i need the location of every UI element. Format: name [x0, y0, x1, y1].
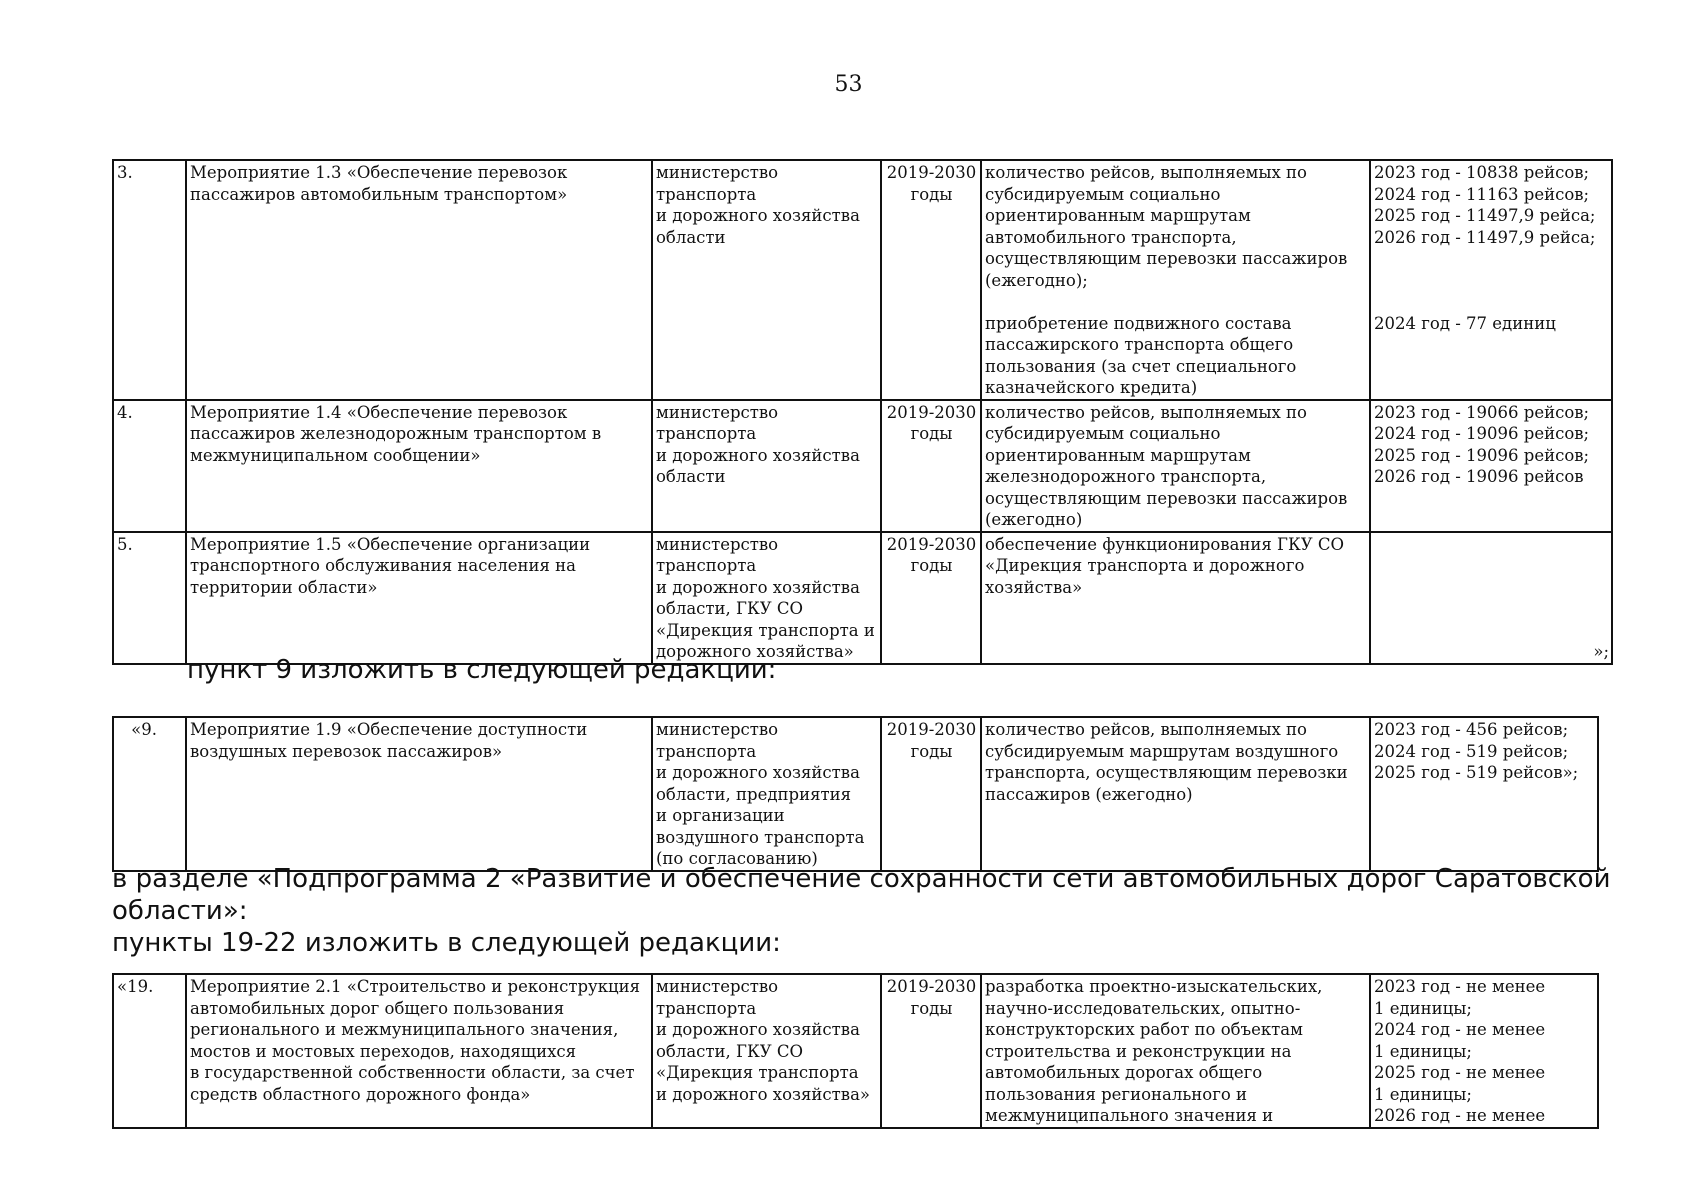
page-number: 53: [834, 72, 863, 97]
target-values: 2023 год - не менее 1 единицы; 2024 год - не менее 1 единицы; 2025 год - не менее 1 единицы; 2026 год - не менее: [1370, 974, 1598, 1128]
row-number: «9.: [113, 717, 186, 871]
target-values: [1370, 532, 1612, 664]
indicator: количество рейсов, выполняемых по субсидируемым маршрутам воздушного транспорта, осуществляющим перевозки пассажиров (ежегодно): [981, 717, 1370, 871]
program-table-3: [112, 973, 1599, 1129]
program-table-2: [112, 716, 1599, 872]
row-number: «19.: [113, 974, 186, 1128]
section-note-2: в разделе «Подпрограмма 2 «Развитие и обеспечение сохранности сети автомобильных дорог Саратовской области»: пункты 19-22 изложить в следующей редакции:: [112, 864, 1611, 958]
table-row: [113, 974, 1598, 1128]
row-number: 4.: [113, 400, 186, 532]
period: 2019-2030 годы: [881, 400, 981, 532]
closing-quote: »;: [1593, 642, 1609, 661]
indicator: количество рейсов, выполняемых по субсидируемым социально ориентированным маршрутам автомобильного транспорта, осуществляющим перевозки пассажиров (ежегодно); приобретение подвижного состава пассажирского транспорта общего пользования (за счет специального казначейского кредита): [981, 160, 1370, 400]
period: 2019-2030 годы: [881, 160, 981, 400]
event-name: Мероприятие 1.4 «Обеспечение перевозок пассажиров железнодорожным транспортом в межмуниципальном сообщении»: [186, 400, 652, 532]
period: 2019-2030 годы: [881, 717, 981, 871]
executor: министерство транспорта и дорожного хозяйства области: [652, 400, 881, 532]
period: 2019-2030 годы: [881, 974, 981, 1128]
period: 2019-2030 годы: [881, 532, 981, 664]
event-name: Мероприятие 1.9 «Обеспечение доступности воздушных перевозок пассажиров»: [186, 717, 652, 871]
section-note-1: пункт 9 изложить в следующей редакции:: [187, 655, 777, 685]
executor: министерство транспорта и дорожного хозяйства области, ГКУ СО «Дирекция транспорта и дорожного хозяйства»: [652, 532, 881, 664]
event-name: Мероприятие 2.1 «Строительство и реконструкция автомобильных дорог общего пользования регионального и межмуниципального значения, мостов и мостовых переходов, находящихся в государственной собственности области, за счет средств областного дорожного фонда»: [186, 974, 652, 1128]
executor: министерство транспорта и дорожного хозяйства области, предприятия и организации воздушного транспорта (по согласованию): [652, 717, 881, 871]
table-row: [113, 717, 1598, 871]
table-row: [113, 400, 1612, 532]
executor: министерство транспорта и дорожного хозяйства области: [652, 160, 881, 400]
target-values: 2023 год - 10838 рейсов; 2024 год - 11163 рейсов; 2025 год - 11497,9 рейса; 2026 год - 11497,9 рейса; 2024 год - 77 единиц: [1370, 160, 1612, 400]
target-values: 2023 год - 19066 рейсов; 2024 год - 19096 рейсов; 2025 год - 19096 рейсов; 2026 год - 19096 рейсов: [1370, 400, 1612, 532]
program-table-1: [112, 159, 1613, 665]
row-number: 5.: [113, 532, 186, 664]
event-name: Мероприятие 1.5 «Обеспечение организации транспортного обслуживания населения на территории области»: [186, 532, 652, 664]
executor: министерство транспорта и дорожного хозяйства области, ГКУ СО «Дирекция транспорта и дорожного хозяйства»: [652, 974, 881, 1128]
indicator: количество рейсов, выполняемых по субсидируемым социально ориентированным маршрутам железнодорожного транспорта, осуществляющим перевозки пассажиров (ежегодно): [981, 400, 1370, 532]
target-values: 2023 год - 456 рейсов; 2024 год - 519 рейсов; 2025 год - 519 рейсов»;: [1370, 717, 1598, 871]
table-row: [113, 160, 1612, 400]
event-name: Мероприятие 1.3 «Обеспечение перевозок пассажиров автомобильным транспортом»: [186, 160, 652, 400]
indicator: обеспечение функционирования ГКУ СО «Дирекция транспорта и дорожного хозяйства»: [981, 532, 1370, 664]
indicator: разработка проектно-изыскательских, научно-исследовательских, опытно- конструкторских работ по объектам строительства и реконструкции на автомобильных дорогах общего пользования регионального и межмуниципального значения и: [981, 974, 1370, 1128]
row-number: 3.: [113, 160, 186, 400]
table-row: [113, 532, 1612, 664]
